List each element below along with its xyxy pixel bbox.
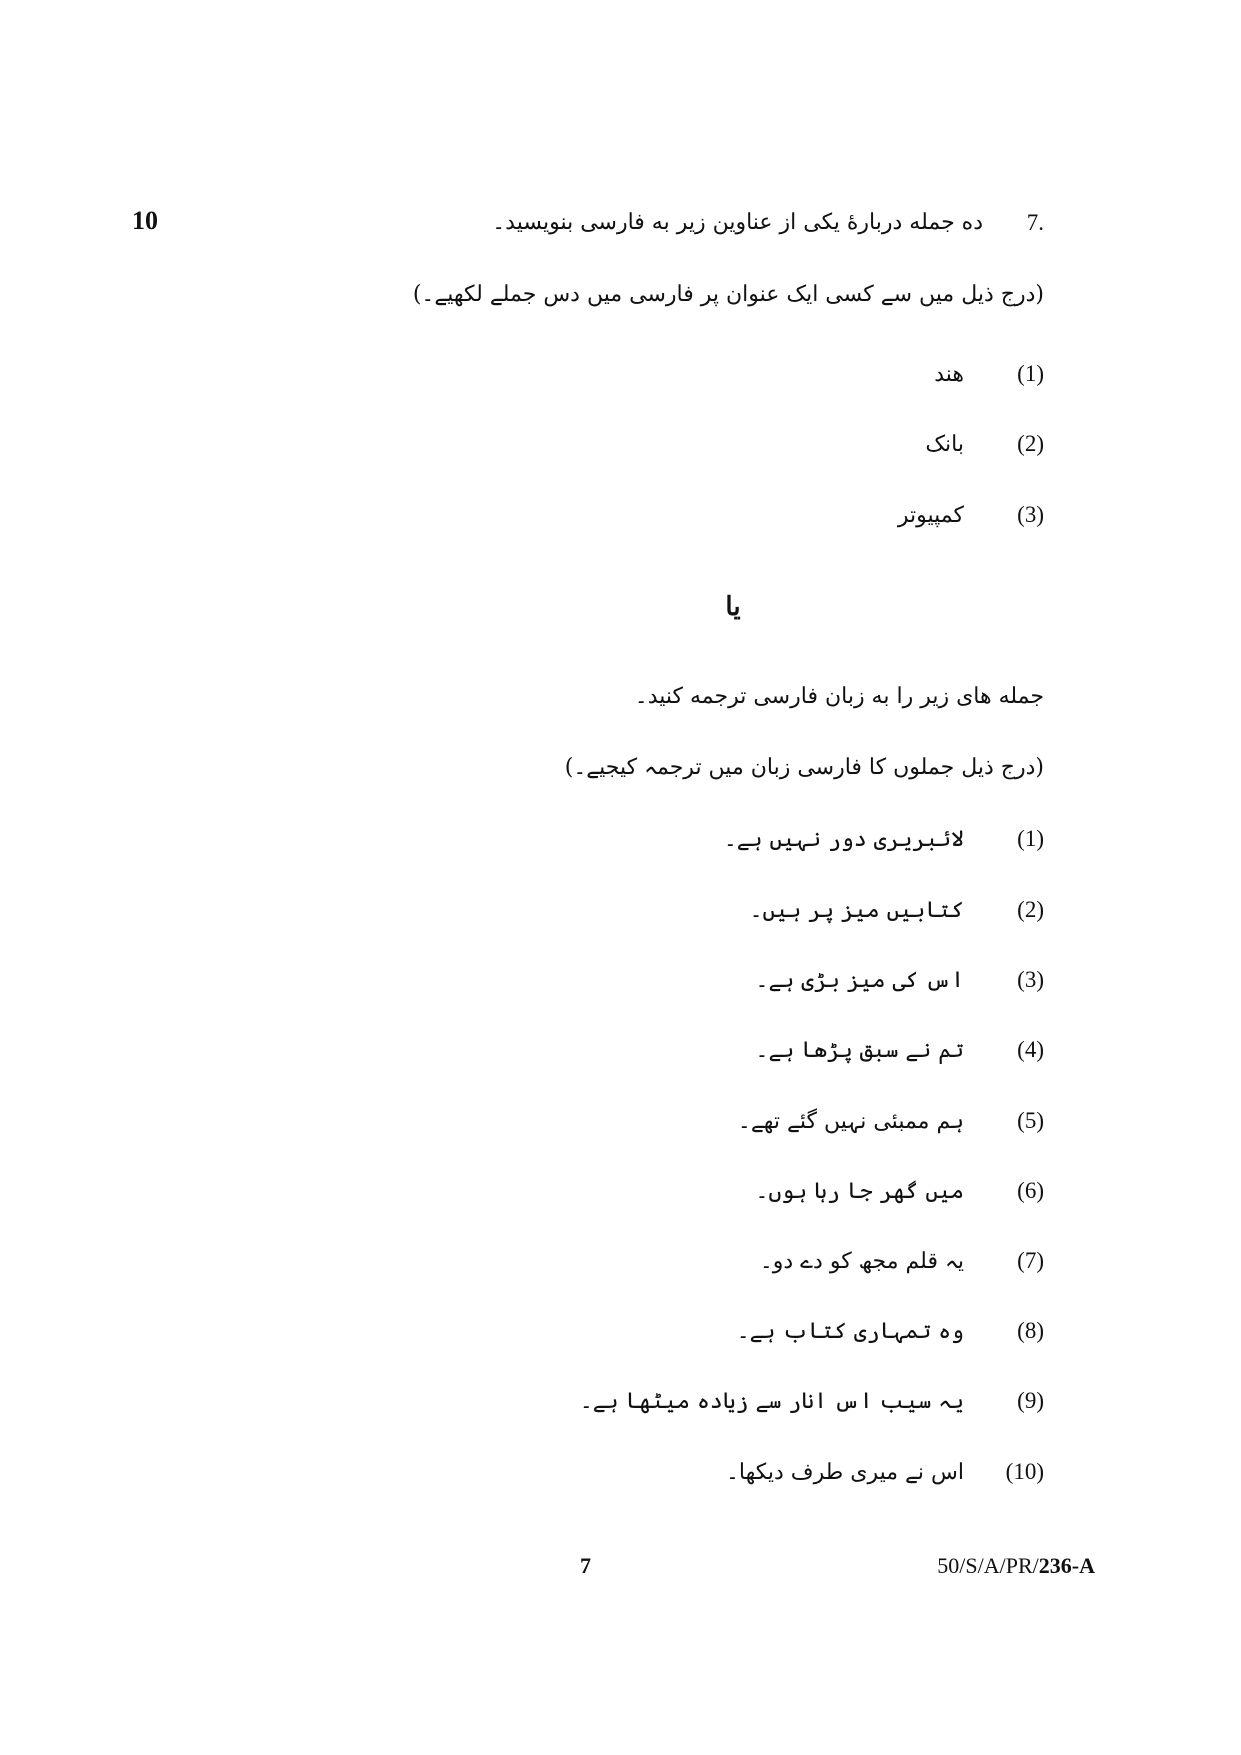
sentence-item	[756, 1174, 1044, 1208]
sentence-item	[756, 1033, 1044, 1067]
sentence-item	[580, 1384, 1044, 1418]
sentence-number: (6)	[1017, 1178, 1044, 1203]
sentence-text: وہ تمہاری کتاب ہے۔	[736, 1318, 964, 1344]
sentence-number: (2)	[1017, 897, 1044, 922]
sentence-item	[724, 822, 1044, 856]
sentence-number: (9)	[1017, 1388, 1044, 1413]
topic-item	[898, 498, 1044, 532]
sentence-text: تم نے سبق پڑھا ہے۔	[755, 1037, 964, 1063]
sentence-text: لائبریری دور نہیں ہے۔	[723, 826, 964, 852]
translate-instruction-persian: جمله های زیر را به زبان فارسی ترجمه کنید۔	[634, 684, 1044, 709]
question-number: 7.	[1026, 210, 1044, 235]
instruction-persian: ده جمله دربارهٔ یکی از عناوین زیر به فارسی بنویسید۔	[492, 210, 983, 235]
sentence-item	[737, 1314, 1044, 1348]
sentence-item	[750, 893, 1044, 927]
paper-code-prefix: 50/S/A/PR/	[937, 1553, 1039, 1578]
sentence-number: (5)	[1017, 1108, 1044, 1133]
instruction-urdu: (درج ذیل میں سے کسی ایک عنوان پر فارسی میں دس جملے لکھیے۔)	[412, 282, 1044, 307]
topic-item	[934, 357, 1044, 391]
sentence-number: (10)	[1005, 1459, 1044, 1484]
sentence-number: (3)	[1017, 967, 1044, 992]
sentence-number: (4)	[1017, 1037, 1044, 1062]
sentence-text: اس نے میری طرف دیکھا۔	[726, 1459, 964, 1485]
sentence-item	[756, 963, 1044, 997]
topic-number: (3)	[1017, 502, 1044, 527]
or-separator: یا	[725, 592, 741, 622]
sentence-text: کتابیں میز پر ہیں۔	[749, 897, 964, 923]
topic-number: (2)	[1017, 431, 1044, 456]
sentence-number: (7)	[1017, 1248, 1044, 1273]
paper-code	[937, 1553, 1095, 1579]
topic-text: بانک	[925, 431, 964, 457]
sentence-text: میں گھر جا رہا ہوں۔	[755, 1178, 964, 1204]
sentence-item	[738, 1104, 1044, 1138]
topic-text: کمپیوتر	[897, 502, 964, 528]
sentence-text: یہ سیب اس انار سے زیادہ میٹھا ہے۔	[579, 1388, 964, 1414]
sentence-item	[726, 1455, 1044, 1489]
question-marks: 10	[132, 206, 158, 235]
paper-code-suffix: 236-A	[1038, 1553, 1095, 1578]
sentence-text: یہ قلم مجھ کو دے دو۔	[759, 1248, 964, 1274]
sentence-number: (8)	[1017, 1318, 1044, 1343]
topic-number: (1)	[1017, 361, 1044, 386]
sentence-text: ہم ممبئی نہیں گئے تھے۔	[737, 1108, 964, 1134]
sentence-item	[760, 1244, 1044, 1278]
page-number: 7	[580, 1553, 591, 1578]
translate-instruction-urdu: (درج ذیل جملوں کا فارسی زبان میں ترجمہ کیجیے۔)	[564, 755, 1044, 780]
topic-item	[925, 427, 1044, 461]
sentence-number: (1)	[1017, 826, 1044, 851]
topic-text: هند	[934, 361, 964, 387]
sentence-text: اس کی میز بڑی ہے۔	[755, 967, 964, 993]
